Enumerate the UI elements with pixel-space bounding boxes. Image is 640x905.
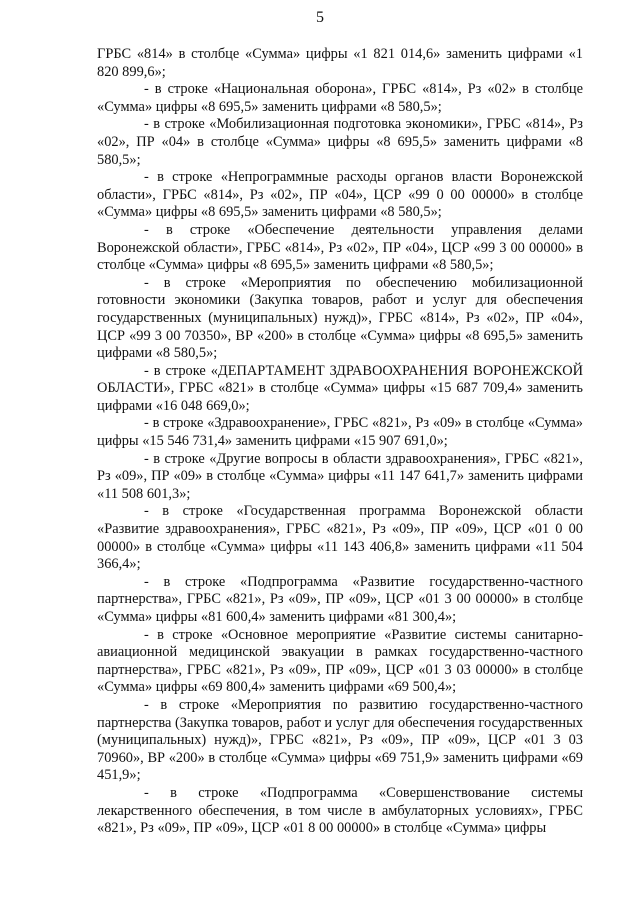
amendment-paragraph: - в строке «Основное мероприятие «Развитие системы санитарно-авиационной медицинской эвакуации в рамках государственно-частного партнерства», ГРБС «821», Рз «09», ПР «09», ЦСР «01 3 03 00000» в столбце «Сумма» цифры «69 800,4» заменить цифрами «69 500,4»; [97,626,583,696]
amendment-paragraph: - в строке «Обеспечение деятельности управления делами Воронежской области», ГРБС «814», Рз «02», ПР «04», ЦСР «99 3 00 00000» в столбце «Сумма» цифры «8 695,5» заменить цифрами «8 580,5»; [97,221,583,274]
document-body [97,46,583,838]
amendment-paragraph: - в строке «Мобилизационная подготовка экономики», ГРБС «814», Рз «02», ПР «04» в столбце «Сумма» цифры «8 695,5» заменить цифрами «8 580,5»; [97,116,583,168]
amendment-paragraph: - в строке «Национальная оборона», ГРБС «814», Рз «02» в столбце «Сумма» цифры «8 695,5» заменить цифрами «8 580,5»; [97,81,583,115]
amendment-paragraph: - в строке «Государственная программа Воронежской области «Развитие здравоохранения», ГРБС «821», Рз «09», ПР «09», ЦСР «01 0 00 00000» в столбце «Сумма» цифры «11 143 406,8» заменить цифрами «11 504 366,4»; [97,503,583,573]
amendment-paragraph: - в строке «Мероприятия по развитию государственно-частного партнерства (Закупка товаров, работ и услуг для обеспечения государственных (муниципальных) нужд)», ГРБС «821», Рз «09», ПР «09», ЦСР «01 3 03 70960», ВР «200» в столбце «Сумма» цифры «69 751,9» заменить цифрами «69 451,9»; [97,696,583,784]
amendment-paragraph: - в строке «Другие вопросы в области здравоохранения», ГРБС «821», Рз «09», ПР «09» в столбце «Сумма» цифры «11 147 641,7» заменить цифрами «11 508 601,3»; [97,450,583,502]
amendment-paragraph: - в строке «Подпрограмма «Совершенствование системы лекарственного обеспечения, в том числе в амбулаторных условиях», ГРБС «821», Рз «09», ПР «09», ЦСР «01 8 00 00000» в столбце «Сумма» цифры [97,784,583,837]
page-number: 5 [316,9,324,26]
amendment-paragraph: - в строке «Здравоохранение», ГРБС «821», Рз «09» в столбце «Сумма» цифры «15 546 731,4» заменить цифрами «15 907 691,0»; [97,415,583,450]
amendment-paragraph: - в строке «Непрограммные расходы органов власти Воронежской области», ГРБС «814», Рз «02», ПР «04», ЦСР «99 0 00 00000» в столбце «Сумма» цифры «8 695,5» заменить цифрами «8 580,5»; [97,169,583,221]
amendment-paragraph: - в строке «ДЕПАРТАМЕНТ ЗДРАВООХРАНЕНИЯ ВОРОНЕЖСКОЙ ОБЛАСТИ», ГРБС «821» в столбце «Сумма» цифры «15 687 709,4» заменить цифрами «16 048 669,0»; [97,362,583,414]
amendment-paragraph: - в строке «Мероприятия по обеспечению мобилизационной готовности экономики (Закупка товаров, работ и услуг для обеспечения государственных (муниципальных) нужд)», ГРБС «814», Рз «02», ПР «04», ЦСР «99 3 00 70350», ВР «200» в столбце «Сумма» цифры «8 695,5» заменить цифрами «8 580,5»; [97,274,583,362]
amendment-paragraph: - в строке «Подпрограмма «Развитие государственно-частного партнерства», ГРБС «821», Рз «09», ПР «09», ЦСР «01 3 00 00000» в столбце «Сумма» цифры «81 600,4» заменить цифрами «81 300,4»; [97,573,583,625]
amendment-paragraph: ГРБС «814» в столбце «Сумма» цифры «1 821 014,6» заменить цифрами «1 820 899,6»; [97,46,583,80]
